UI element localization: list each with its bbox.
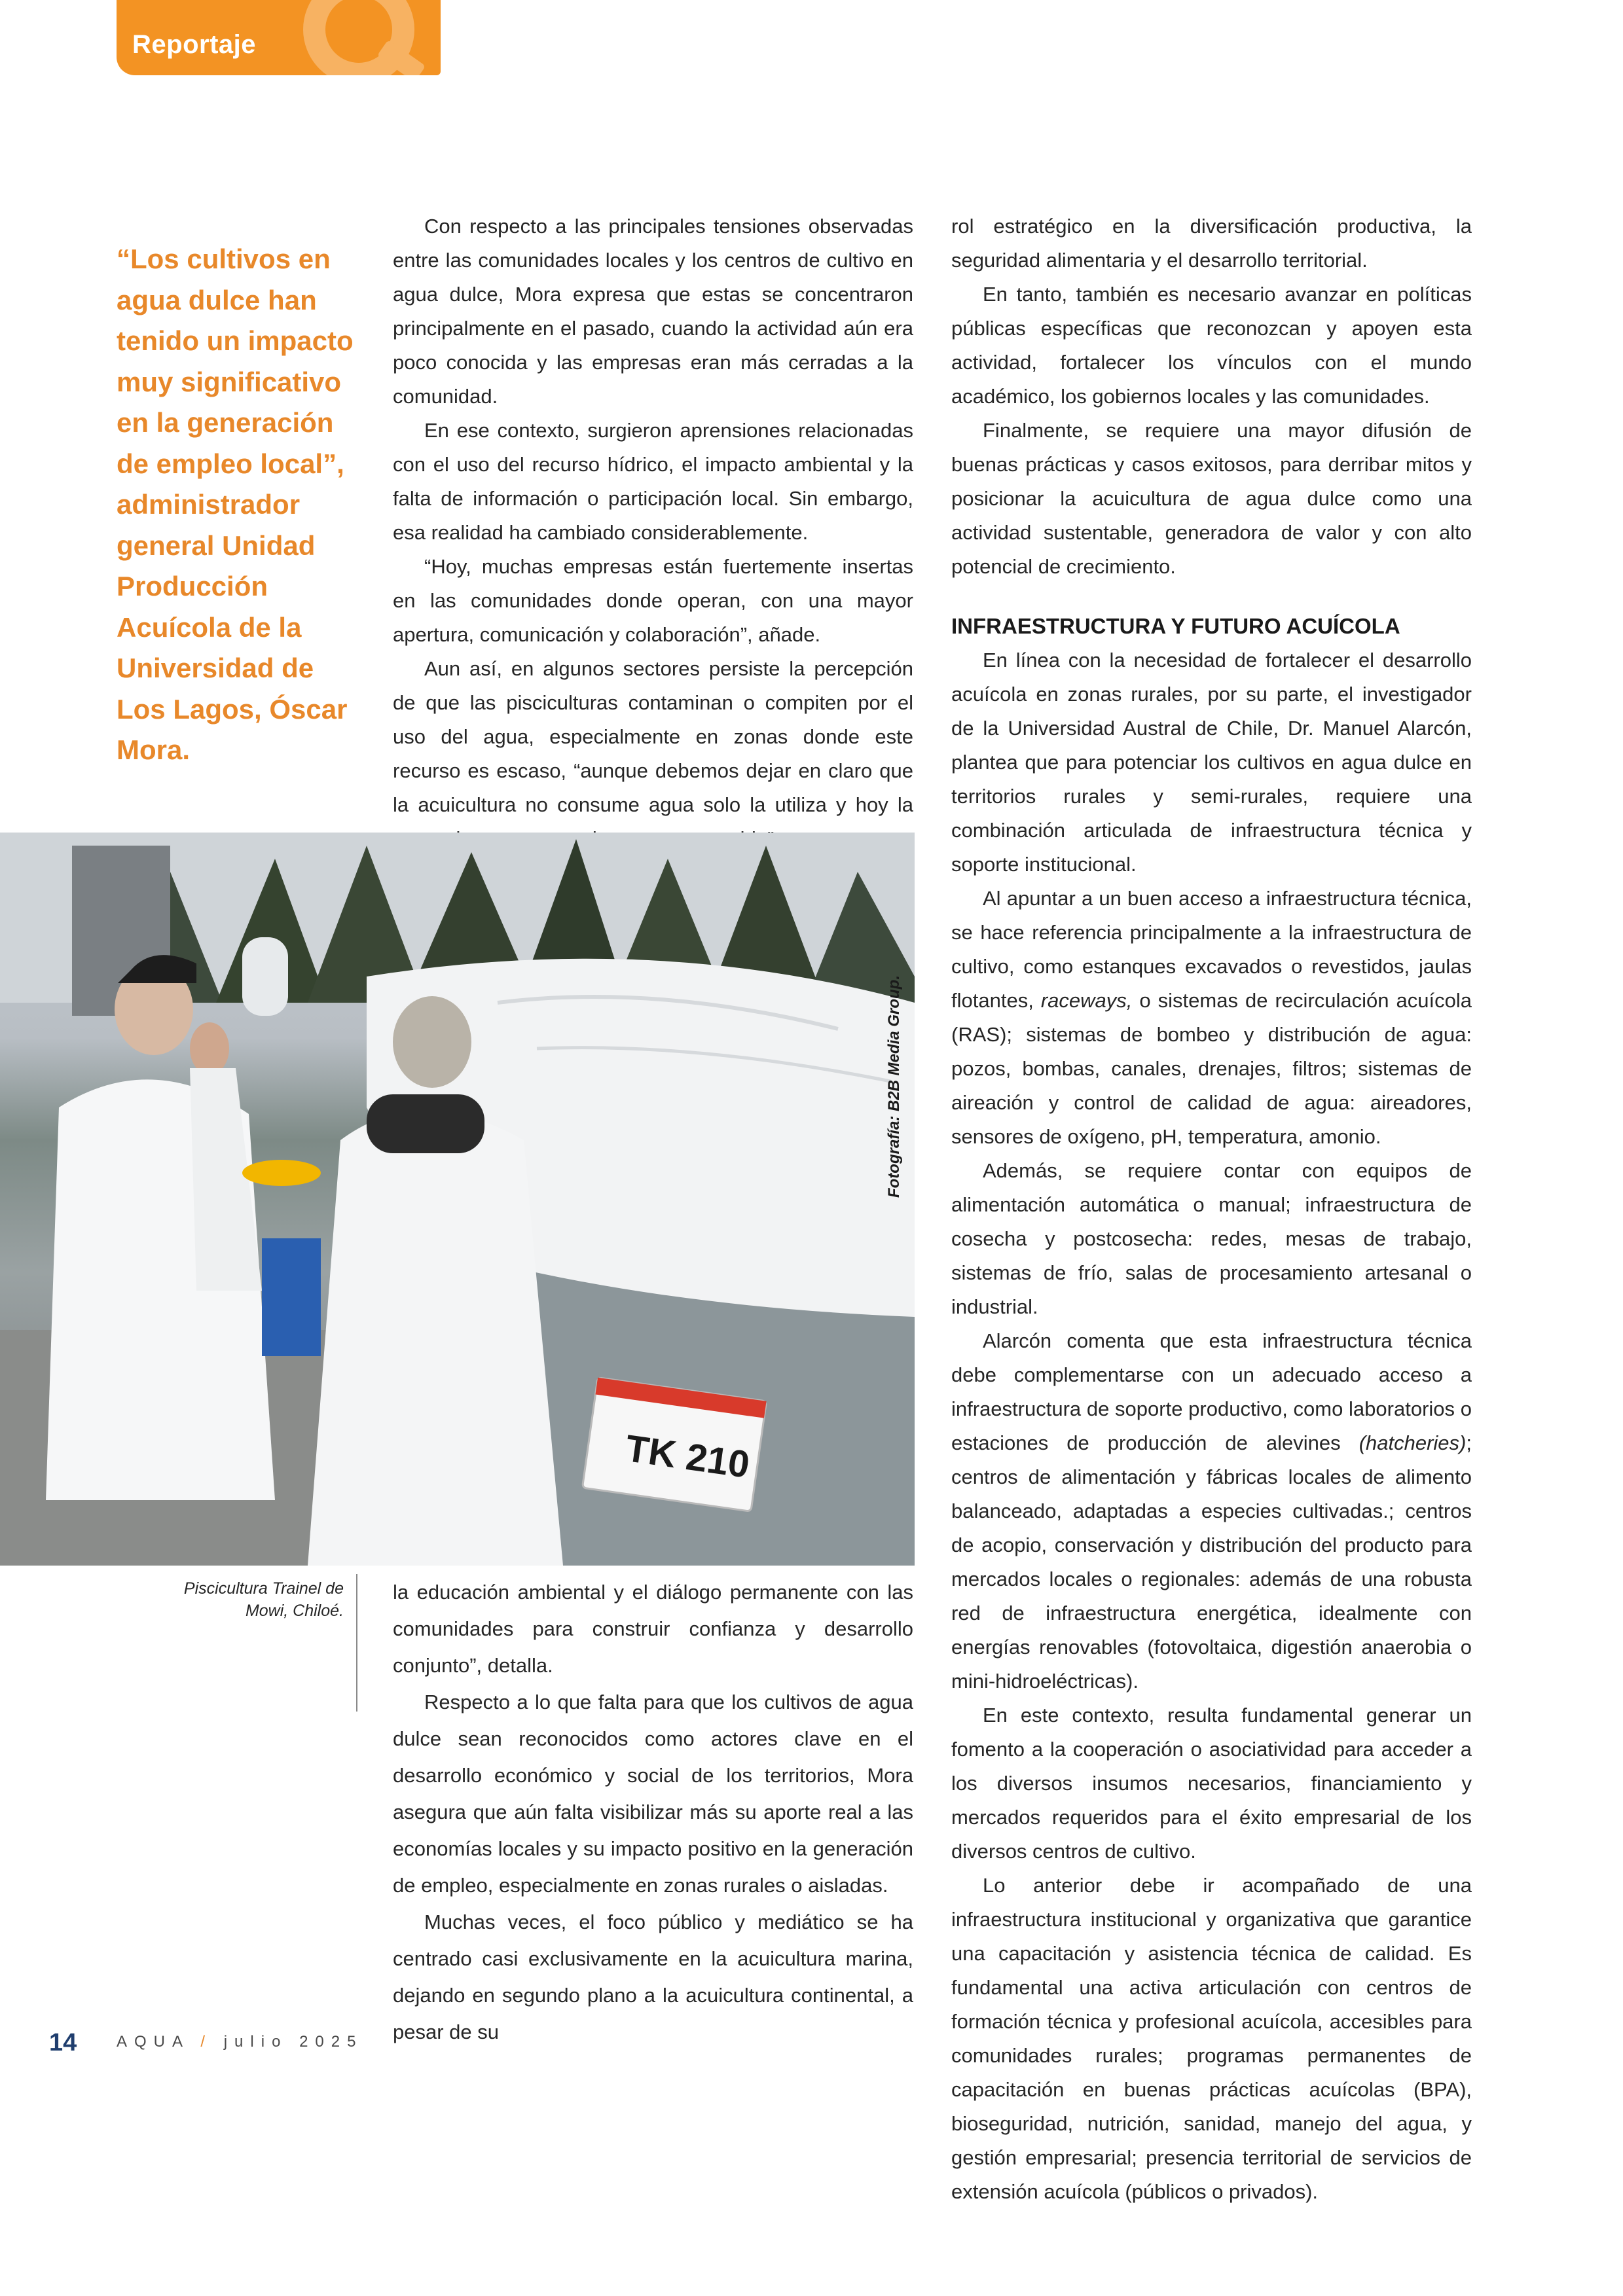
article-photo <box>0 833 915 1566</box>
paragraph: Muchas veces, el foco público y mediático se ha centrado casi exclusivamente en la acuicultura marina, dejando en segundo plano a la acuicultura continental, a pesar de su <box>393 1910 913 2043</box>
paragraph: “Hoy, muchas empresas están fuertemente insertas en las comunidades donde operan, con una mayor apertura, comunicación y colaboración”, añade. <box>393 555 913 646</box>
italic-term: (hatcheries) <box>1359 1431 1467 1454</box>
text-run: Al apuntar a un buen acceso a infraestructura técnica, se hace referencia principalmente a la infraestructura de cultivo, como estanques excavados o revestidos, jaulas flotantes, <box>951 887 1472 1012</box>
paragraph <box>951 1324 1472 1698</box>
paragraph: Respecto a lo que falta para que los cultivos de agua dulce sean reconocidos como actores clave en el desarrollo económico y social de los territorios, Mora asegura que aún falta visibilizar más su aporte real a las economías locales y su impacto positivo en la generación de empleo, especialmente en zonas rurales o aisladas. <box>393 1691 913 1897</box>
paragraph: En este contexto, resulta fundamental generar un fomento a la cooperación o asociatividad para acceder a los diversos insumos necesarios, financiamiento y mercados requeridos para el éxito empresarial de los diversos centros de cultivo. <box>951 1704 1472 1863</box>
footer-separator: / <box>200 2033 213 2051</box>
paragraph: Además, se requiere contar con equipos de alimentación automática o manual; infraestructura de cosecha y postcosecha: redes, mesas de trabajo, sistemas de frío, salas de procesamiento artesanal o industrial. <box>951 1159 1472 1318</box>
tank-label: TK 210 <box>623 1427 752 1486</box>
paragraph <box>951 882 1472 1154</box>
paragraph: Con respecto a las principales tensiones observadas entre las comunidades locales y los centros de cultivo en agua dulce, Mora expresa que estas se concentraron principalmente en el pasado, cuando la actividad aún era poco conocida y las empresas eran más cerradas a la comunidad. <box>393 215 913 408</box>
paragraph: En tanto, también es necesario avanzar en políticas públicas específicas que reconozcan y apoyen esta actividad, fortalecer los vínculos con el mundo académico, los gobiernos locales y las comunidades. <box>951 283 1472 408</box>
paragraph: Aun así, en algunos sectores persiste la percepción de que las pisciculturas contaminan o compiten por el uso del agua, especialmente en zonas donde este recurso es escaso, “aunque debemos dejar en claro que la acuicultura no consume agua solo la utiliza y hoy la <box>393 657 913 816</box>
paragraph: Finalmente, se requiere una mayor difusión de buenas prácticas y casos exitosos, para derribar mitos y posicionar la acuicultura de agua dulce como una actividad sustentable, generadora de valor y con alto potencial de crecimiento. <box>951 419 1472 578</box>
photo-caption: Piscicultura Trainel de Mowi, Chiloé. <box>183 1579 344 1620</box>
paragraph: Lo anterior debe ir acompañado de una infraestructura institucional y organizativa que garantice una capacitación y asistencia técnica de calidad. Es fundamental una activa articulación con centros de formación técnica y profesional acuícola, accesibles para comunidades rurales; programas permanentes de capacitación en buenas prácticas acuícolas (BPA), bioseguridad, nutrición, sanidad, manejo del agua, y gestión empresarial; presencia territorial de servicios de extensión acuícola (públicos o privados). <box>951 1874 1472 2203</box>
italic-term: raceways, <box>1040 989 1133 1012</box>
paragraph: la educación ambiental y el diálogo permanente con las comunidades para construir confianza y desarrollo conjunto”, detalla. <box>393 1581 913 1677</box>
column-right <box>951 209 1472 2209</box>
column-middle-top <box>393 209 913 924</box>
section-label: Reportaje <box>132 30 256 59</box>
text-run: Alarcón comenta que esta infraestructura técnica debe complementarse con un adecuado acceso a infraestructura de soporte productivo, como laboratorios o estaciones de producción de alevines <box>951 1329 1472 1454</box>
issue-date: julio 2025 <box>223 2033 363 2051</box>
magazine-name: AQUA <box>117 2033 189 2051</box>
photo-illustration <box>0 833 915 1566</box>
page-number: 14 <box>49 2029 77 2056</box>
text-run: o sistemas de recirculación acuícola (RAS); sistemas de bombeo y distribución de agua: pozos, bombas, canales, drenajes, filtros; sistemas de aireación y control de calidad de agua: aireadores, sensores de oxígeno, pH, temperatura, amonio. <box>951 989 1472 1148</box>
caption-divider <box>356 1574 357 1712</box>
paragraph: En línea con la necesidad de fortalecer el desarrollo acuícola en zonas rurales, por su parte, el investigador de la Universidad Austral de Chile, Dr. Manuel Alarcón, plantea que para potenciar los cultivos en agua dulce en territorios rurales y semi-rurales, requiere una combinación articulada de infraestructura técnica y soporte institucional. <box>951 649 1472 876</box>
column-middle-bottom <box>393 1574 913 2051</box>
photo-credit: Fotografía: B2B Media Group. <box>885 975 903 1198</box>
section-tab <box>117 0 441 75</box>
paragraph: En ese contexto, surgieron aprensiones relacionadas con el uso del recurso hídrico, el impacto ambiental y la falta de información o participación local. Sin embargo, esa realidad ha cambiado considerablemente. <box>393 419 913 544</box>
text-run: ; centros de alimentación y fábricas locales de alimento balanceado, adaptadas a especies cultivadas.; centros de acopio, conservación y distribución del producto para mercados locales o regionales: además de una robusta red de infraestructura energética, idealmente con energías renovables (fotovoltaica, digestión anaerobia o mini-hidroeléctricas). <box>951 1431 1472 1693</box>
magazine-footer <box>117 2033 363 2051</box>
paragraph: rol estratégico en la diversificación productiva, la seguridad alimentaria y el desarrollo territorial. <box>951 215 1472 272</box>
pull-quote: “Los cultivos en agua dulce han tenido un impacto muy significativo en la generación de empleo local”, administrador general Unidad Producción Acuícola de la Universidad de Los Lagos, Óscar Mora. <box>117 243 354 765</box>
section-heading: INFRAESTRUCTURA Y FUTURO ACUÍCOLA <box>951 614 1400 638</box>
